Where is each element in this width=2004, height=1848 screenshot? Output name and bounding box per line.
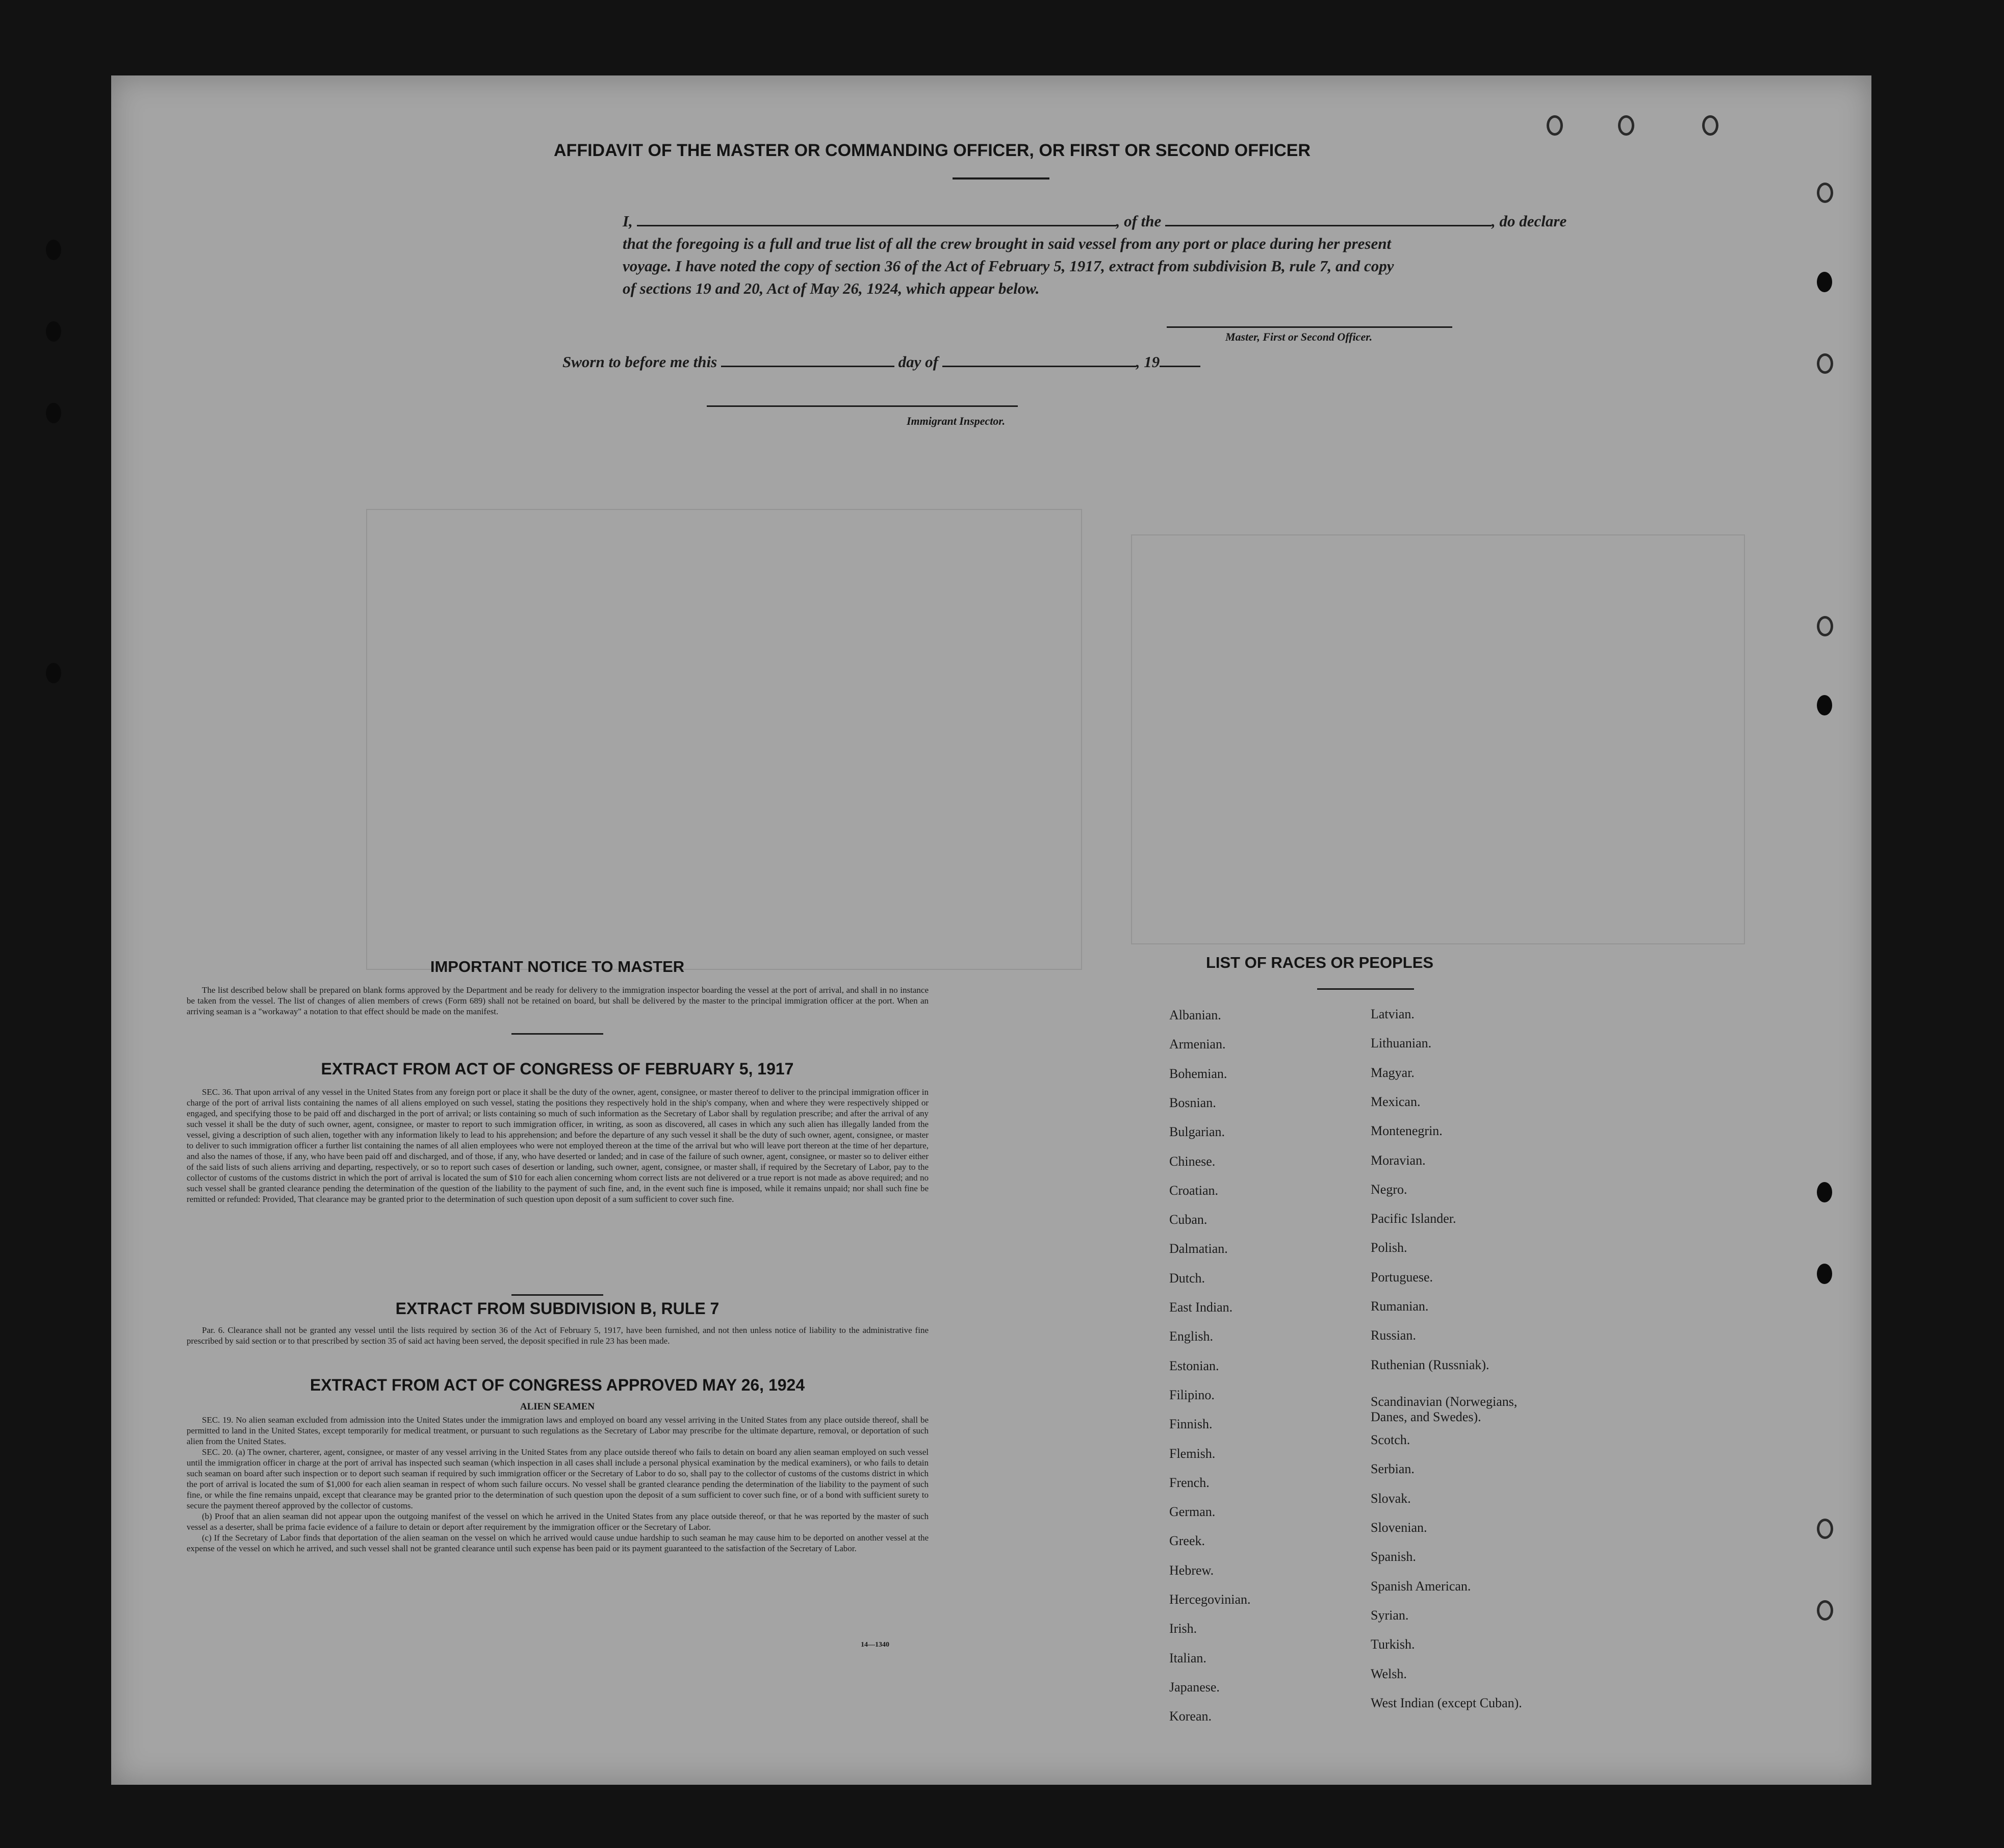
show-through xyxy=(366,509,1082,970)
race-item: Polish. xyxy=(1371,1240,1407,1255)
decl-of-the: , of the xyxy=(1116,212,1162,230)
race-item: Serbian. xyxy=(1371,1461,1415,1476)
race-item: Lithuanian. xyxy=(1371,1036,1432,1050)
race-item: Mexican. xyxy=(1371,1094,1421,1109)
inspector-signature-line[interactable] xyxy=(707,405,1018,407)
race-item: Bosnian. xyxy=(1169,1095,1216,1110)
race-item: Bohemian. xyxy=(1169,1066,1227,1081)
race-item: West Indian (except Cuban). xyxy=(1371,1696,1522,1710)
declaration-line-1 xyxy=(623,210,1604,233)
race-item: Ruthenian (Russniak). xyxy=(1371,1357,1489,1372)
decl-do-declare: , do declare xyxy=(1492,212,1567,230)
sworn-prefix: Sworn to before me this xyxy=(562,353,717,371)
binder-hole xyxy=(1618,115,1634,136)
binder-hole xyxy=(1817,695,1832,715)
binder-hole xyxy=(1547,115,1563,136)
extract-1924-title: EXTRACT FROM ACT OF CONGRESS APPROVED MAY 26, 1924 xyxy=(310,1376,805,1394)
extract-1924-body xyxy=(187,1415,929,1554)
extract-1917-title: EXTRACT FROM ACT OF CONGRESS OF FEBRUARY 5, 1917 xyxy=(321,1060,794,1078)
race-item: English. xyxy=(1169,1329,1213,1344)
binder-hole xyxy=(1817,1264,1832,1284)
race-item: Scandinavian (Norwegians, xyxy=(1371,1394,1518,1409)
binder-hole xyxy=(46,321,61,342)
race-item: Hercegovinian. xyxy=(1169,1592,1251,1607)
notice-body xyxy=(187,985,929,1017)
binder-hole xyxy=(1817,183,1833,203)
title-rule xyxy=(953,177,1049,179)
race-item: Korean. xyxy=(1169,1709,1212,1724)
sworn-day-of: day of xyxy=(898,353,938,371)
sec-20a-paragraph: SEC. 20. (a) The owner, charterer, agent, consignee, or master of any vessel arriving in the United States from any place outside thereof who fails to detain on board any alien seaman employed on such vessel until the immigration officer in charge at the port of arrival has inspected such seaman (which inspection in all cases shall include a personal physical examination by the medical examiners), or who fails to detain such seaman on board after such inspection or to deport such seaman if required by such immigration officer or the Secretary of Labor to do so, shall pay to the collector of customs of the customs district in which the port of arrival is located the sum of $1,000 for each alien seaman in respect of whom such failure occurs. No vessel shall be granted clearance pending the determination of the liability to the payment of such fine, or while the fine remains unpaid, except that clearance may be granted prior to the determination of such question upon the deposit of a sum sufficient to cover such fine, or of a bond with sufficient surety to secure the payment thereof approved by the collector of customs. xyxy=(187,1447,929,1510)
binder-hole xyxy=(1817,616,1833,636)
race-item: Rumanian. xyxy=(1371,1299,1429,1314)
affidavit-title: AFFIDAVIT OF THE MASTER OR COMMANDING OFFICER, OR FIRST OR SECOND OFFICER xyxy=(554,141,1311,160)
race-item: Estonian. xyxy=(1169,1358,1219,1373)
race-item: Dalmatian. xyxy=(1169,1241,1228,1256)
race-item: Montenegrin. xyxy=(1371,1123,1443,1138)
rule-7-body xyxy=(187,1325,929,1346)
binder-hole xyxy=(46,663,61,683)
race-item: Slovak. xyxy=(1371,1491,1411,1506)
race-item: German. xyxy=(1169,1504,1216,1519)
declaration-line-2: that the foregoing is a full and true list of all the crew brought in said vessel from any port or place during her present xyxy=(623,235,1392,252)
race-item: Negro. xyxy=(1371,1182,1407,1197)
race-item: Armenian. xyxy=(1169,1037,1226,1051)
signature-line[interactable] xyxy=(1167,326,1452,328)
race-item: East Indian. xyxy=(1169,1300,1233,1315)
section-rule xyxy=(511,1294,603,1296)
declaration-line-4: of sections 19 and 20, Act of May 26, 1924, which appear below. xyxy=(623,279,1040,297)
signature-label: Master, First or Second Officer. xyxy=(1225,330,1373,343)
section-rule xyxy=(511,1033,603,1035)
race-item: Bulgarian. xyxy=(1169,1124,1225,1139)
rule-7-title: EXTRACT FROM SUBDIVISION B, RULE 7 xyxy=(395,1299,720,1318)
race-item: Irish. xyxy=(1169,1621,1197,1636)
sworn-year: , 19 xyxy=(1136,353,1160,371)
sec-19-paragraph: SEC. 19. No alien seaman excluded from admission into the United States under the immigration laws and employed on board any vessel arriving in the United States from any place outside thereof, shall be permitted to land in the United States, except temporarily for medical treatment, or pursuant to such regulations as the Secretary of Labor may prescribe for the ultimate departure, removal, or deportation of such alien from the United States. xyxy=(187,1415,929,1446)
race-item: French. xyxy=(1169,1475,1210,1490)
sec-36-paragraph: SEC. 36. That upon arrival of any vessel in the United States from any foreign port or place it shall be the duty of the owner, agent, consignee, or master thereof to deliver to the principal immigration officer in charge of the port of arrival lists containing the names of all aliens employed on such vessel, stating the positions they respectively hold in the ship's company, when and where they were respectively shipped or engaged, and specifying those to be paid off and discharged in the port of arrival; or lists containing so much of such information as the Secretary of Labor shall by regulation prescribe; and after the arrival of any such vessel it shall be the duty of such owner, agent, consignee, or master to report to such immigration officer, in writing, as soon as discovered, all cases in which any such alien has illegally landed from the vessel, giving a description of such alien, together with any information likely to lead to his apprehension; and before the departure of any such vessel it shall be the duty of such owner, agent, consignee, or master to deliver to such immigration officer a further list containing the names of all alien employees who were not employed thereon at the time of the arrival but who will leave port thereon at the time of her departure, and also the names of those, if any, who have been paid off and discharged, and of those, if any, who have deserted or landed; and in case of the failure of such owner, agent, consignee, or master so to deliver either of the said lists of such aliens arriving and departing, respectively, or so to report such cases of desertion or landing, such owner, agent, consignee, or master shall, if required by the Secretary of Labor, pay to the collector of customs of the customs district in which the port of arrival is located the sum of $10 for each alien concerning whom correct lists are not delivered or a true report is not made as above required; and no such vessel shall be granted clearance pending the determination of the question of the liability to the payment of such fine, and, in the event such fine is imposed, while it remains unpaid; nor shall such fine be remitted or refunded: Provided, That clearance may be granted prior to the determination of such question upon deposit of a sum sufficient to cover such fine. xyxy=(187,1087,929,1204)
race-item: Turkish. xyxy=(1371,1637,1415,1652)
vessel-blank[interactable] xyxy=(1165,213,1492,226)
rule-7-paragraph: Par. 6. Clearance shall not be granted any vessel until the lists required by section 36 of the Act of February 5, 1917, have been furnished, and not then unless notice of liability to the administrative fine prescribed by said section or to that prescribed by section 35 of said act having been served, the deposit specified in rule 23 has been made. xyxy=(187,1325,929,1346)
alien-seamen-subtitle: ALIEN SEAMEN xyxy=(520,1401,595,1412)
race-item: Latvian. xyxy=(1371,1007,1415,1021)
binder-hole xyxy=(1817,1519,1833,1539)
races-title: LIST OF RACES OR PEOPLES xyxy=(1205,954,1434,971)
race-item: Magyar. xyxy=(1371,1065,1415,1080)
race-item: Danes, and Swedes). xyxy=(1371,1409,1481,1424)
binder-hole xyxy=(1817,1600,1833,1621)
race-item: Chinese. xyxy=(1169,1154,1216,1169)
race-item: Moravian. xyxy=(1371,1153,1426,1168)
race-item: Pacific Islander. xyxy=(1371,1211,1456,1226)
inspector-label: Immigrant Inspector. xyxy=(907,415,1006,427)
binder-hole xyxy=(1817,353,1833,374)
race-item: Scotch. xyxy=(1371,1432,1410,1447)
race-item: Italian. xyxy=(1169,1651,1206,1665)
sworn-month-blank[interactable] xyxy=(942,353,1136,367)
race-item: Cuban. xyxy=(1169,1212,1207,1227)
race-item: Portuguese. xyxy=(1371,1270,1433,1285)
race-item: Finnish. xyxy=(1169,1417,1213,1431)
binder-hole xyxy=(1702,115,1718,136)
race-item: Dutch. xyxy=(1169,1271,1205,1286)
race-item: Syrian. xyxy=(1371,1608,1409,1623)
show-through xyxy=(1131,534,1745,944)
sec-20c-paragraph: (c) If the Secretary of Labor finds that deportation of the alien seaman on the vessel on which he arrived would cause undue hardship to such seaman he may cause him to be deported on another vessel at the expense of the vessel on which he arrived, and such vessel shall not be granted clearance until such expense has been paid or its payment guaranteed to the satisfaction of the Secretary of Labor. xyxy=(187,1533,929,1553)
race-item: Spanish. xyxy=(1371,1549,1416,1564)
race-item: Spanish American. xyxy=(1371,1579,1471,1594)
race-item: Slovenian. xyxy=(1371,1520,1427,1535)
race-item: Albanian. xyxy=(1169,1008,1221,1022)
race-item: Hebrew. xyxy=(1169,1563,1214,1578)
notice-paragraph: The list described below shall be prepared on blank forms approved by the Department and be ready for delivery to the immigration inspector boarding the vessel at the port of arrival, and shall in no instance be taken from the vessel. The list of changes of alien members of crews (Form 689) shall not be retained on board, but shall be delivered by the master to the principal immigration officer at the port. When an arriving seaman is a "workaway" a notation to that effect should be made on the manifest. xyxy=(187,985,929,1016)
document-page xyxy=(111,75,1871,1785)
name-blank[interactable] xyxy=(637,213,1116,226)
race-item: Russian. xyxy=(1371,1328,1416,1343)
race-item: Japanese. xyxy=(1169,1680,1220,1695)
race-item: Greek. xyxy=(1169,1533,1205,1548)
binder-hole xyxy=(1817,272,1832,292)
declaration-line-3: voyage. I have noted the copy of section 36 of the Act of February 5, 1917, extract from subdivision B, rule 7, and copy xyxy=(623,257,1394,275)
notice-title: IMPORTANT NOTICE TO MASTER xyxy=(430,958,685,976)
decl-i: I, xyxy=(623,212,633,230)
sec-20b-paragraph: (b) Proof that an alien seaman did not appear upon the outgoing manifest of the vessel on which he arrived in the United States from any place outside thereof, or that he was reported by the master of such vessel as a deserter, shall be prima facie evidence of a failure to detain or deport after requirement by the immigration officer or the Secretary of Labor. xyxy=(187,1511,929,1532)
race-item: Filipino. xyxy=(1169,1388,1215,1402)
binder-hole xyxy=(46,403,61,423)
sworn-line xyxy=(562,351,1378,373)
extract-1917-body xyxy=(187,1087,929,1204)
form-number: 14—1340 xyxy=(861,1641,889,1649)
race-item: Flemish. xyxy=(1169,1446,1216,1461)
sworn-year-blank[interactable] xyxy=(1160,353,1200,367)
sworn-date-blank[interactable] xyxy=(721,353,894,367)
binder-hole xyxy=(1817,1182,1832,1202)
races-title-rule xyxy=(1317,988,1414,990)
race-item: Croatian. xyxy=(1169,1183,1219,1198)
binder-hole xyxy=(46,240,61,260)
race-item: Welsh. xyxy=(1371,1666,1407,1681)
